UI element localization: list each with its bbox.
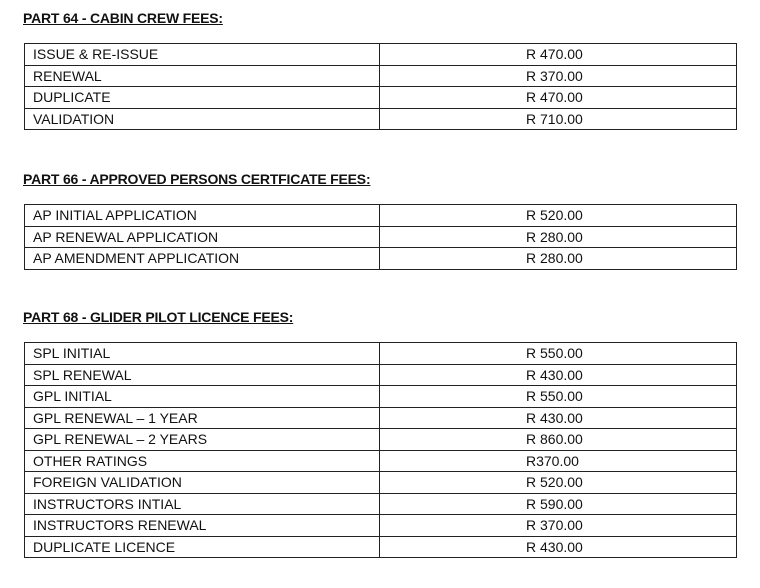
table-row bbox=[25, 248, 737, 270]
fee-amount: R 430.00 bbox=[380, 536, 737, 558]
table-row bbox=[25, 343, 737, 365]
fee-item: AP AMENDMENT APPLICATION bbox=[25, 248, 380, 270]
table-row bbox=[25, 364, 737, 386]
table-row bbox=[25, 407, 737, 429]
fee-amount: R 520.00 bbox=[380, 205, 737, 227]
fee-amount: R 430.00 bbox=[380, 407, 737, 429]
section-title-part-64: PART 64 - CABIN CREW FEES: bbox=[23, 10, 223, 26]
table-row bbox=[25, 205, 737, 227]
fee-amount: R 370.00 bbox=[380, 515, 737, 537]
fee-item: VALIDATION bbox=[25, 108, 380, 130]
table-row bbox=[25, 87, 737, 109]
table-row bbox=[25, 536, 737, 558]
fee-item: GPL INITIAL bbox=[25, 386, 380, 408]
fee-amount: R 590.00 bbox=[380, 493, 737, 515]
fee-item: DUPLICATE LICENCE bbox=[25, 536, 380, 558]
fee-item: SPL RENEWAL bbox=[25, 364, 380, 386]
fee-amount: R 550.00 bbox=[380, 343, 737, 365]
fee-amount: R 520.00 bbox=[380, 472, 737, 494]
fee-item: FOREIGN VALIDATION bbox=[25, 472, 380, 494]
fee-item: ISSUE & RE-ISSUE bbox=[25, 44, 380, 66]
fee-amount: R 370.00 bbox=[380, 65, 737, 87]
section-title-part-66: PART 66 - APPROVED PERSONS CERTFICATE FEES: bbox=[23, 171, 371, 187]
fee-amount: R 710.00 bbox=[380, 108, 737, 130]
table-row bbox=[25, 65, 737, 87]
table-row bbox=[25, 472, 737, 494]
fee-table-part-64 bbox=[24, 43, 737, 130]
table-row bbox=[25, 108, 737, 130]
fee-item: GPL RENEWAL – 2 YEARS bbox=[25, 429, 380, 451]
fee-item: INSTRUCTORS INTIAL bbox=[25, 493, 380, 515]
fee-item: AP INITIAL APPLICATION bbox=[25, 205, 380, 227]
fee-item: GPL RENEWAL – 1 YEAR bbox=[25, 407, 380, 429]
table-row bbox=[25, 515, 737, 537]
fee-amount: R 430.00 bbox=[380, 364, 737, 386]
table-row bbox=[25, 493, 737, 515]
fee-table-part-68 bbox=[24, 342, 737, 558]
table-row bbox=[25, 226, 737, 248]
section-title-part-68: PART 68 - GLIDER PILOT LICENCE FEES: bbox=[23, 309, 294, 325]
fee-amount: R 470.00 bbox=[380, 44, 737, 66]
table-row bbox=[25, 429, 737, 451]
fee-amount: R 280.00 bbox=[380, 226, 737, 248]
fee-item: DUPLICATE bbox=[25, 87, 380, 109]
table-row bbox=[25, 386, 737, 408]
table-row bbox=[25, 44, 737, 66]
fee-item: INSTRUCTORS RENEWAL bbox=[25, 515, 380, 537]
fee-table-part-66 bbox=[24, 204, 737, 270]
fee-item: OTHER RATINGS bbox=[25, 450, 380, 472]
fee-amount: R 280.00 bbox=[380, 248, 737, 270]
fee-amount: R 550.00 bbox=[380, 386, 737, 408]
table-row bbox=[25, 450, 737, 472]
fee-item: AP RENEWAL APPLICATION bbox=[25, 226, 380, 248]
fee-amount: R 860.00 bbox=[380, 429, 737, 451]
fee-item: RENEWAL bbox=[25, 65, 380, 87]
fee-item: SPL INITIAL bbox=[25, 343, 380, 365]
fee-amount: R370.00 bbox=[380, 450, 737, 472]
fee-amount: R 470.00 bbox=[380, 87, 737, 109]
